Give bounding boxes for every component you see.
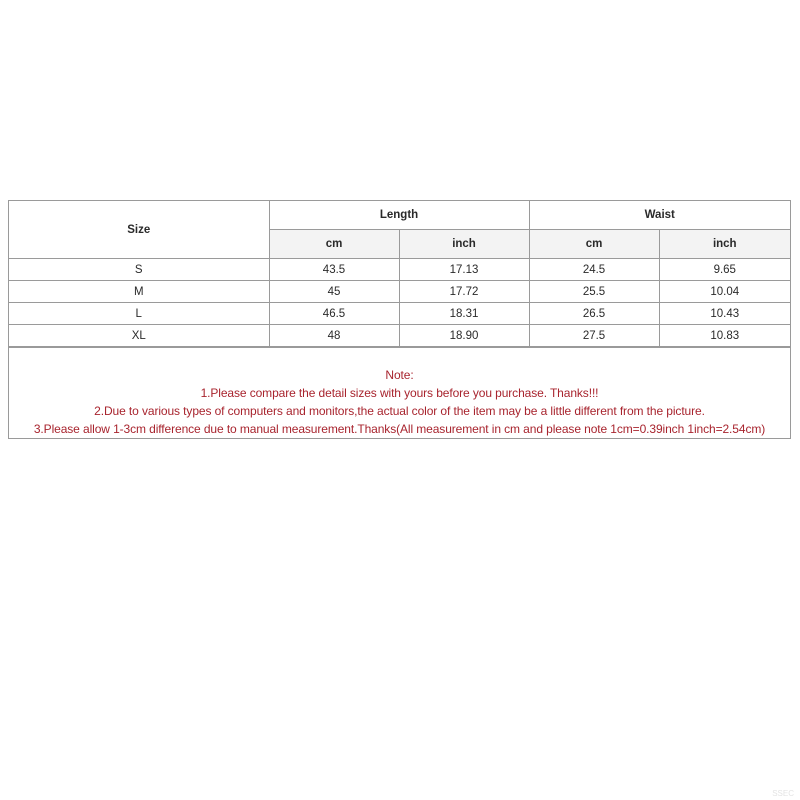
waist-cm-cell: 27.5 <box>529 325 659 347</box>
unit-header-length-cm: cm <box>269 230 399 259</box>
length-inch-cell: 18.90 <box>399 325 529 347</box>
notes-title: Note: <box>385 368 414 382</box>
size-column-header: Size <box>9 201 269 259</box>
notes-section <box>9 347 790 438</box>
length-cm-cell: 48 <box>269 325 399 347</box>
waist-inch-cell: 10.04 <box>659 281 790 303</box>
waist-cm-cell: 25.5 <box>529 281 659 303</box>
size-cell: L <box>9 303 269 325</box>
waist-inch-cell: 10.83 <box>659 325 790 347</box>
table-row <box>9 281 790 303</box>
size-table <box>9 201 790 347</box>
length-group-header: Length <box>269 201 529 230</box>
waist-inch-cell: 10.43 <box>659 303 790 325</box>
note-line-3: 3.Please allow 1-3cm difference due to manual measurement.Thanks(All measurement in cm and please note 1cm=0.39inch 1inch=2.54cm) <box>33 422 766 436</box>
note-line-2: 2.Due to various types of computers and monitors,the actual color of the item may be a little different from the picture. <box>94 404 705 418</box>
size-cell: M <box>9 281 269 303</box>
size-cell: S <box>9 259 269 281</box>
length-inch-cell: 17.13 <box>399 259 529 281</box>
waist-group-header: Waist <box>529 201 790 230</box>
group-header-row <box>9 201 790 230</box>
waist-inch-cell: 9.65 <box>659 259 790 281</box>
waist-cm-cell: 24.5 <box>529 259 659 281</box>
size-chart <box>8 200 791 439</box>
table-row <box>9 259 790 281</box>
length-inch-cell: 17.72 <box>399 281 529 303</box>
unit-header-waist-cm: cm <box>529 230 659 259</box>
unit-header-length-inch: inch <box>399 230 529 259</box>
length-cm-cell: 45 <box>269 281 399 303</box>
table-row <box>9 325 790 347</box>
waist-cm-cell: 26.5 <box>529 303 659 325</box>
note-line-1: 1.Please compare the detail sizes with yours before you purchase. Thanks!!! <box>200 386 599 400</box>
size-cell: XL <box>9 325 269 347</box>
length-inch-cell: 18.31 <box>399 303 529 325</box>
watermark: SSEC <box>772 789 794 798</box>
length-cm-cell: 46.5 <box>269 303 399 325</box>
length-cm-cell: 43.5 <box>269 259 399 281</box>
unit-header-waist-inch: inch <box>659 230 790 259</box>
table-row <box>9 303 790 325</box>
